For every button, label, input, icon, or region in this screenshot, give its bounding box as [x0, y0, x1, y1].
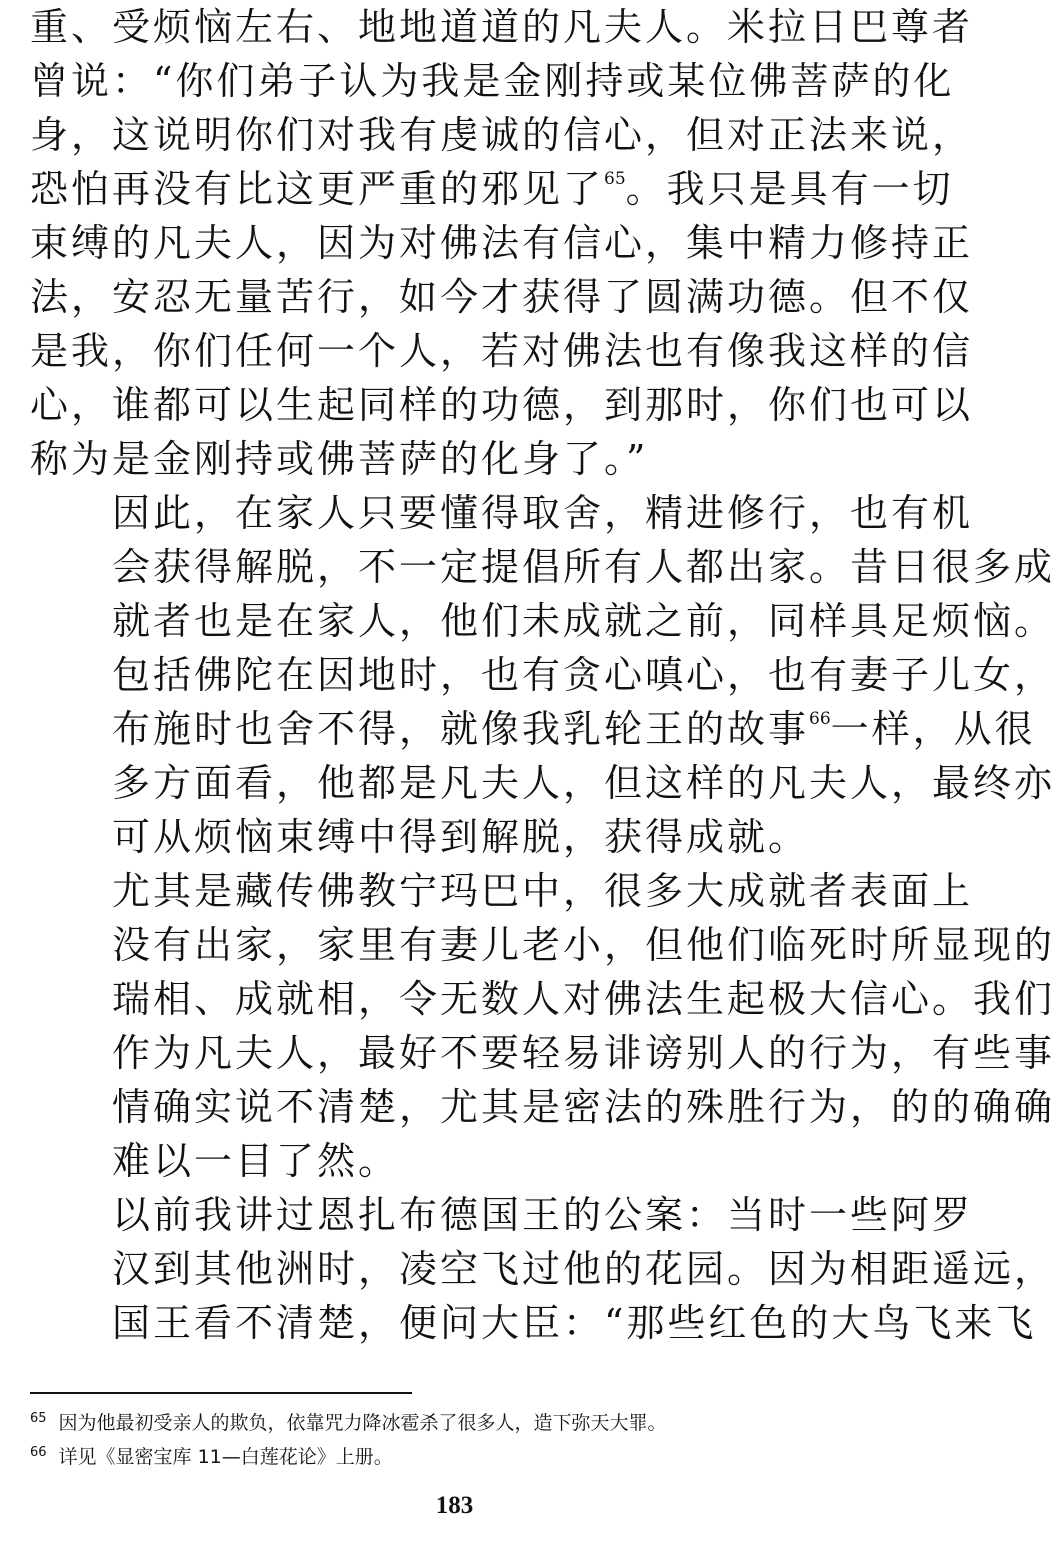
text-line	[30, 1188, 974, 1242]
text-run: 曾说：“你们弟子认为我是金刚持或某位佛菩萨的化	[30, 59, 955, 103]
text-run: 布施时也舍不得，就像我乳轮王的故事	[112, 707, 810, 751]
text-line	[30, 270, 974, 324]
text-run: 一样，从很	[830, 707, 1036, 751]
text-run: 瑞相、成就相，令无数人对佛法生起极大信心。我们	[112, 977, 1055, 1021]
text-run: 可从烦恼束缚中得到解脱，获得成就。	[112, 815, 810, 859]
text-run: 情确实说不清楚，尤其是密法的殊胜行为，的的确确	[112, 1085, 1055, 1129]
text-line	[30, 540, 1055, 594]
text-line	[30, 216, 974, 270]
text-line	[30, 54, 955, 108]
footnote-66	[30, 1438, 880, 1472]
text-run: 国王看不清楚，便问大臣：“那些红色的大鸟飞来飞	[112, 1301, 1037, 1345]
text-run: 难以一目了然。	[112, 1139, 400, 1183]
main-text	[30, 0, 1055, 1350]
text-line	[30, 108, 974, 162]
text-line	[30, 648, 1055, 702]
footnotes	[30, 1404, 880, 1472]
text-line	[30, 1026, 1055, 1080]
text-run: 就者也是在家人，他们未成就之前，同样具足烦恼。	[112, 599, 1055, 643]
text-line	[30, 594, 1055, 648]
footnote-number: 66	[30, 1445, 47, 1460]
text-line	[30, 810, 876, 864]
text-run: 以前我讲过恩扎布德国王的公案：当时一些阿罗	[112, 1193, 974, 1237]
footnote-separator	[30, 1392, 412, 1394]
text-line	[30, 378, 974, 432]
text-line	[30, 1080, 1055, 1134]
text-run: 恐怕再没有比这更严重的邪见了	[30, 167, 605, 211]
text-run: 尤其是藏传佛教宁玛巴中，很多大成就者表面上	[112, 869, 974, 913]
text-run: 身，这说明你们对我有虔诚的信心，但对正法来说，	[30, 113, 974, 157]
text-run: 。我只是具有一切	[625, 167, 954, 211]
footnote-text: 详见《显密宝库 11—白莲花论》上册。	[58, 1446, 393, 1468]
paragraph	[30, 864, 1055, 1188]
page-number: 183	[435, 1492, 474, 1519]
footnote-65	[30, 1404, 880, 1438]
text-line	[30, 1296, 1037, 1350]
text-run: 作为凡夫人，最好不要轻易诽谤别人的行为，有些事	[112, 1031, 1055, 1075]
paragraph	[30, 0, 974, 486]
text-line	[30, 756, 1055, 810]
text-run: 法，安忍无量苦行，如今才获得了圆满功德。但不仅	[30, 275, 974, 319]
text-line	[30, 0, 974, 54]
footnote-reference[interactable]: 66	[809, 709, 831, 729]
text-line	[30, 486, 974, 540]
text-line	[30, 432, 876, 486]
text-run: 包括佛陀在因地时，也有贪心嗔心，也有妻子儿女，	[112, 653, 1055, 697]
text-run: 是我，你们任何一个人，若对佛法也有像我这样的信	[30, 329, 974, 373]
text-line	[30, 1134, 876, 1188]
text-line	[30, 864, 974, 918]
text-run: 重、受烦恼左右、地地道道的凡夫人。米拉日巴尊者	[30, 5, 974, 49]
text-line	[30, 972, 1055, 1026]
paragraph	[30, 486, 1055, 864]
text-run: 称为是金刚持或佛菩萨的化身了。”	[30, 437, 649, 481]
text-line	[30, 1242, 1055, 1296]
footnote-reference[interactable]: 65	[604, 169, 626, 189]
footnote-text: 因为他最初受亲人的欺负，依靠咒力降冰雹杀了很多人，造下弥天大罪。	[58, 1412, 667, 1434]
paragraph	[30, 1188, 1055, 1350]
text-run: 心，谁都可以生起同样的功德，到那时，你们也可以	[30, 383, 974, 427]
text-line	[30, 162, 954, 216]
text-line	[30, 918, 1055, 972]
text-run: 没有出家，家里有妻儿老小，但他们临死时所显现的	[112, 923, 1055, 967]
text-run: 多方面看，他都是凡夫人，但这样的凡夫人，最终亦	[112, 761, 1055, 805]
text-line	[30, 702, 1036, 756]
text-line	[30, 324, 974, 378]
text-run: 束缚的凡夫人，因为对佛法有信心，集中精力修持正	[30, 221, 974, 265]
footnote-number: 65	[30, 1411, 47, 1426]
text-run: 汉到其他洲时，凌空飞过他的花园。因为相距遥远，	[112, 1247, 1055, 1291]
text-run: 会获得解脱，不一定提倡所有人都出家。昔日很多成	[112, 545, 1055, 589]
text-run: 因此，在家人只要懂得取舍，精进修行，也有机	[112, 491, 974, 535]
